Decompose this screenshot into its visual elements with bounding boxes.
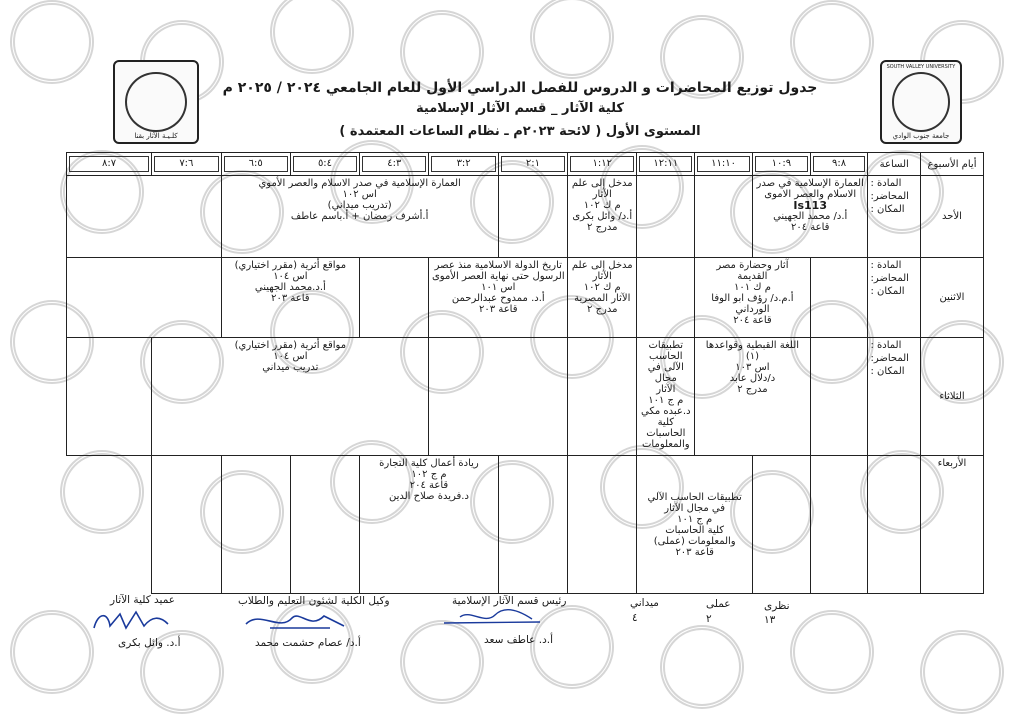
course-cell: تطبيقات الحاسب الآلى في مجال الآثار م ج ١٠١ د.عبده مكي كلية الحاسبات والمعلومات [637, 338, 695, 456]
slot-header: ٩:٨ [810, 153, 868, 176]
day-label: الثلاثاء [920, 338, 983, 456]
slot-header: ٦:٥ [221, 153, 290, 176]
schedule-table [66, 152, 984, 594]
document-title: جدول توزيع المحاضرات و الدروس للفصل الدراسي الأول للعام الجامعي ٢٠٢٤ / ٢٠٢٥ م [222, 80, 818, 96]
practical-hours: ٢ [706, 613, 712, 625]
course-cell: مواقع أثرية (مقرر اختياري) اس ١٠٤ تدريب ميداني [152, 338, 429, 456]
empty-cell [752, 456, 810, 594]
slot-header: ١:١٢ [568, 153, 637, 176]
faculty-logo: كلـيـة الآثار بقنا [113, 60, 199, 144]
theory-label: نظرى [764, 600, 790, 612]
slot-header: ٧:٦ [152, 153, 221, 176]
dean-title: عميد كلية الآثار [110, 594, 176, 606]
empty-cell [429, 338, 568, 456]
slot-header: ١١:١٠ [695, 153, 753, 176]
day-row-sunday [67, 176, 984, 258]
day-row-monday [67, 258, 984, 338]
slot-header: ٣:٢ [429, 153, 498, 176]
slot-header: ٤:٣ [360, 153, 429, 176]
empty-cell [568, 456, 637, 594]
course-cell: مواقع أثرية (مقرر اختياري) اس ١٠٤ أ.د.محمد الجهيني قاعة ٢٠٣ [221, 258, 360, 338]
day-label: الاثنين [920, 258, 983, 338]
slot-header: ٨:٧ [67, 153, 152, 176]
dean-signature [86, 606, 176, 636]
field-hours: ٤ [632, 612, 638, 624]
empty-cell [67, 258, 222, 338]
theory-hours: ١٣ [764, 614, 776, 626]
empty-cell [67, 338, 152, 456]
empty-cell [695, 176, 753, 258]
empty-cell [67, 176, 222, 258]
field-labels: المادة : المحاضر: المكان : [868, 258, 921, 338]
empty-cell [637, 176, 695, 258]
course-cell: ريادة أعمال كلية التجارة م ج ١٠٢ قاعة ٢٠٤ د.فريدة صلاح الدين [360, 456, 499, 594]
time-column-header: الساعة [868, 153, 921, 176]
slot-header: ١٠:٩ [752, 153, 810, 176]
university-logo: SOUTH VALLEY UNIVERSITY جامعة جنوب الوادي [880, 60, 962, 144]
field-labels: المادة : المحاضر: المكان : [868, 176, 921, 258]
slot-header: ١٢:١١ [637, 153, 695, 176]
course-cell: مدخل إلى علم الآثار م ك ١٠٢ أ.د/ وائل بكرى مدرج ٢ [568, 176, 637, 258]
course-cell: اللغة القبطية وقواعدها (١) اس ١٠٣ د/دلال عابد مدرج ٢ [695, 338, 811, 456]
field-label: ميداني [630, 597, 659, 609]
vice-dean-signature [240, 606, 350, 636]
day-row-wednesday [67, 456, 984, 594]
course-cell: آثار وحضارة مصر القديمة م ك ١٠١ أ.م.د/ رؤف ابو الوفا الورداني قاعة ٢٠٤ [695, 258, 811, 338]
empty-cell [637, 258, 695, 338]
slot-header: ٢:١ [498, 153, 567, 176]
empty-cell [498, 456, 567, 594]
practical-label: عملى [706, 598, 731, 610]
department-head-title: رئيس قسم الآثار الإسلامية [452, 595, 567, 607]
field-labels: المادة : المحاضر: المكان : [868, 338, 921, 456]
course-cell: العمارة الإسلامية في صدر الاسلام والعصر الأموي اس ١٠٢ (تدريب ميداني) أ.أشرف رمضان + أ.باسم عاطف [221, 176, 498, 258]
empty-cell [152, 456, 221, 594]
empty-cell [498, 176, 567, 258]
vice-dean-title: وكيل الكلية لشئون التعليم والطلاب [238, 595, 390, 607]
day-row-tuesday [67, 338, 984, 456]
level-line: المستوى الأول ( لائحة ٢٠٢٣م ـ نظام الساعات المعتمدة ) [339, 124, 701, 139]
empty-cell [868, 456, 921, 594]
slot-header: ٥:٤ [290, 153, 359, 176]
course-cell: مدخل إلى علم الآثار م ك ١٠٢ الآثار المصرية مدرج ٢ [568, 258, 637, 338]
empty-cell [568, 338, 637, 456]
course-cell: تطبيقات الحاسب الآلي في مجال الآثار م ج ١٠١ كلية الحاسبات والمعلومات (عملى) قاعة ٢٠٣ [637, 456, 753, 594]
dean-name: أ.د. وائل بكرى [118, 637, 181, 649]
course-cell: تاريخ الدولة الاسلامية منذ عصر الرسول حتى نهاية العصر الأموى اس ١٠١ أ.د. ممدوح عبدالرحمن قاعة ٢٠٣ [429, 258, 568, 338]
course-cell: العمارة الإسلامية في صدر الاسلام والعصر الاموى Is113 أ.د/ محمد الجهيني قاعة ٢٠٤ [752, 176, 868, 258]
department-head-signature [440, 607, 550, 629]
empty-cell [221, 456, 290, 594]
day-column-header: أيام الأسبوع [920, 153, 983, 176]
vice-dean-name: أ.د/ عصام حشمت محمد [255, 637, 361, 649]
empty-cell [290, 456, 359, 594]
department-head-name: أ.د. عاطف سعد [484, 634, 554, 646]
day-label: الأحد [920, 176, 983, 258]
empty-cell [810, 456, 868, 594]
header-row [67, 153, 984, 176]
empty-cell [810, 258, 868, 338]
empty-cell [810, 338, 868, 456]
department-subtitle: كلية الآثار _ قسم الآثار الإسلامية [416, 101, 624, 116]
empty-cell [360, 258, 429, 338]
day-label: الأربعاء [920, 456, 983, 594]
